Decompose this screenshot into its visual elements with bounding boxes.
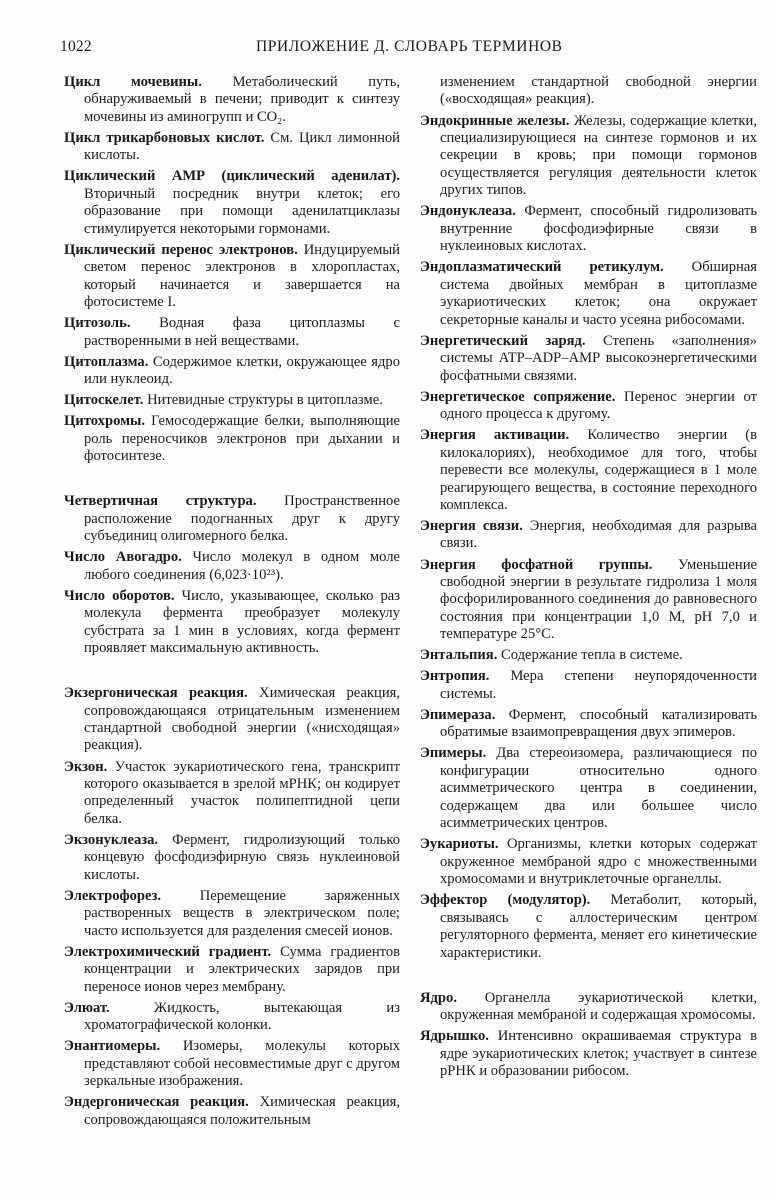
glossary-term: Эндоплазматический ретикулум.: [420, 259, 664, 276]
glossary-term: Энергетический заряд.: [420, 332, 586, 349]
glossary-definition: Мера степени неупорядоченности системы.: [440, 668, 757, 702]
glossary-definition: Число молекул в одном моле любого соединения (6,023·10²³).: [84, 549, 401, 583]
glossary-definition: Количество энергии (в килокалориях), необходимое для того, чтобы перевести все молекулы, содержащиеся в 1 моле реагирующего вещества, в состояние переходного комплекса.: [440, 427, 757, 513]
glossary-entry: [64, 1038, 400, 1090]
glossary-definition: Фермент, способный гидролизовать внутренние фосфодиэфирные связи в нуклеиновых кислотах.: [440, 203, 757, 255]
glossary-definition: Организмы, клетки которых содержат окруженное мембраной ядро с множественными хромосомами и внутриклеточные органеллы.: [440, 836, 757, 888]
glossary-entry: [420, 113, 757, 200]
glossary-term: Экзон.: [64, 758, 108, 775]
glossary-term: Ядро.: [420, 989, 457, 1006]
glossary-definition: Водная фаза цитоплазмы с растворенными в ней веществами.: [84, 315, 400, 349]
left-column: [64, 74, 400, 1133]
glossary-definition: Химическая реакция, сопровождающаяся отрицательным изменением стандартной свободной энергии («нисходящая» реакция).: [84, 685, 400, 754]
glossary-term: Эффектор (модулятор).: [420, 892, 591, 909]
glossary-definition: Вторичный посредник внутри клеток; его образование при помощи аденилатциклазы стимулируется некоторыми гормонами.: [84, 185, 400, 237]
glossary-entry: [420, 647, 757, 664]
right-column: [420, 74, 757, 1084]
glossary-definition: Индуцируемый светом перенос электронов в хлоропластах, который начинается и завершается на фотосистеме I.: [84, 241, 400, 311]
glossary-definition: Уменьшение свободной энергии в результате гидролиза 1 моля фосфорилированного соединения до равновесного состояния при концентрации 1,0 М, pH 7,0 и температуре 25°С.: [440, 556, 757, 643]
glossary-term: Энтальпия.: [420, 647, 498, 664]
glossary-entry: [420, 557, 757, 644]
glossary-entry: [420, 892, 757, 962]
glossary-entry: [420, 668, 757, 703]
glossary-definition: Содержимое клетки, окружающее ядро или нуклеоид.: [84, 353, 400, 388]
glossary-definition: Метаболический путь, обнаруживаемый в печени; приводит к синтезу мочевины из аминогрупп и CO₂.: [84, 74, 401, 125]
glossary-entry: [64, 685, 400, 755]
glossary-entry: [64, 493, 400, 545]
glossary-term: Энтропия.: [420, 668, 490, 685]
glossary-term: Экзергоническая реакция.: [64, 685, 248, 702]
glossary-entry: [420, 1028, 757, 1080]
page-header: [60, 38, 760, 60]
glossary-definition: Жидкость, вытекающая из хроматографической колонки.: [84, 999, 400, 1034]
glossary-term: Цикл мочевины.: [64, 74, 202, 90]
glossary-definition: Содержание тепла в системе.: [497, 647, 683, 664]
glossary-entry: [64, 168, 400, 238]
glossary-entry: [64, 549, 400, 584]
glossary-term: Эндергоническая реакция.: [64, 1094, 249, 1111]
glossary-entry: [420, 990, 757, 1025]
glossary-entry: [64, 130, 400, 165]
letter-section-gap: [64, 469, 400, 493]
glossary-term: Электрофорез.: [64, 887, 162, 904]
glossary-definition: Фермент, гидролизующий только концевую фосфодиэфирную связь нуклеиновой кислоты.: [84, 831, 400, 883]
glossary-term: Эпимераза.: [420, 706, 496, 723]
glossary-entry: [64, 413, 400, 465]
glossary-entry: [420, 259, 757, 329]
glossary-definition: Изомеры, молекулы которых представляют собой несовместимые друг с другом зеркальные изображения.: [84, 1038, 400, 1090]
glossary-term: Циклический перенос электронов.: [64, 241, 298, 258]
glossary-definition: Фермент, способный катализировать обратимые взаимопревращения двух эпимеров.: [440, 706, 757, 741]
glossary-term: Эндонуклеаза.: [420, 203, 516, 220]
glossary-entry: [420, 836, 757, 888]
glossary-entry: [420, 389, 757, 424]
glossary-term: Ядрышко.: [420, 1028, 489, 1045]
glossary-term: Энантиомеры.: [64, 1038, 161, 1055]
glossary-definition: Органелла эукариотической клетки, окруженная мембраной и содержащая хромосомы.: [440, 989, 757, 1024]
glossary-definition: Сумма градиентов концентрации и электрических зарядов при переносе ионов через мембрану.: [84, 943, 401, 995]
glossary-definition: Степень «заполнения» системы ATP–ADP–AMP высокоэнергетическими фосфатными связями.: [440, 332, 757, 384]
glossary-term: Цитоскелет.: [64, 392, 144, 409]
page-number: 1022: [60, 38, 92, 55]
glossary-entry: [420, 707, 757, 742]
glossary-definition: Гемосодержащие белки, выполняющие роль переносчиков электронов при дыхании и фотосинтезе.: [84, 413, 400, 465]
glossary-term: Цитоплазма.: [64, 353, 149, 370]
glossary-term: Число Авогадро.: [64, 549, 182, 566]
glossary-definition: Железы, содержащие клетки, специализирующиеся на синтезе гормонов и их секреции в кровь; при помощи гормонов осуществляется регуляция деятельности клеток других типов.: [440, 112, 757, 199]
glossary-definition: Химическая реакция, сопровождающаяся положительным: [84, 1094, 400, 1128]
letter-section-gap: [420, 966, 757, 990]
glossary-entry: [64, 759, 400, 829]
glossary-entry: [64, 888, 400, 940]
glossary-definition: Метаболит, который, связываясь с аллостерическим центром регуляторного фермента, меняет его кинетические характеристики.: [440, 892, 758, 961]
glossary-entry: [64, 1000, 400, 1035]
glossary-entry: [64, 944, 400, 996]
glossary-definition: Два стереоизомера, различающиеся по конфигурации относительно одного асимметрического центра в соединении, содержащем два или большее число асимметрических центров.: [440, 745, 757, 832]
glossary-term: Циклический АМР (циклический аденилат).: [64, 168, 400, 185]
glossary-term: Элюат.: [64, 999, 110, 1016]
glossary-entry: [420, 518, 757, 553]
glossary-term: Энергия фосфатной группы.: [420, 556, 653, 573]
glossary-term: Энергия активации.: [420, 427, 570, 444]
glossary-definition: Обширная система двойных мембран в цитоплазме эукариотических клеток; она окружает секреторные каналы и часто усеяна рибосомами.: [440, 259, 757, 328]
glossary-term: Экзонуклеаза.: [64, 831, 159, 848]
glossary-term: Цитозоль.: [64, 315, 131, 332]
glossary-definition: Нитевидные структуры в цитоплазме.: [143, 392, 383, 409]
glossary-term: Энергетическое сопряжение.: [420, 388, 616, 405]
glossary-entry: [64, 392, 400, 409]
glossary-term: Электрохимический градиент.: [64, 943, 272, 960]
glossary-term: Эукариоты.: [420, 836, 499, 853]
glossary-definition: Перемещение заряженных растворенных веществ в электрическом поле; часто используется для разделения смесей ионов.: [84, 887, 400, 939]
glossary-entry: [64, 242, 400, 312]
glossary-term: Эндокринные железы.: [420, 112, 570, 129]
glossary-term: Четвертичная структура.: [64, 493, 257, 510]
glossary-definition: Перенос энергии от одного процесса к другому.: [440, 388, 757, 423]
glossary-entry: [64, 588, 400, 658]
glossary-definition: изменением стандартной свободной энергии («восходящая» реакция).: [440, 74, 757, 108]
glossary-entry: [420, 745, 757, 832]
glossary-term: Число оборотов.: [64, 587, 175, 604]
glossary-definition: Число, указывающее, сколько раз молекула фермента преобразует молекулу субстрата за 1 мин в условиях, когда фермент проявляет максимальную активность.: [84, 587, 400, 657]
glossary-entry: [64, 354, 400, 389]
running-title: ПРИЛОЖЕНИЕ Д. СЛОВАРЬ ТЕРМИНОВ: [256, 38, 563, 55]
glossary-definition: Пространственное расположение подогнанных друг к другу субъединиц олигомерного белка.: [84, 493, 400, 545]
glossary-entry: [420, 74, 757, 109]
letter-section-gap: [64, 661, 400, 685]
glossary-term: Цитохромы.: [64, 413, 146, 430]
glossary-definition: Энергия, необходимая для разрыва связи.: [440, 518, 757, 552]
glossary-entry: [420, 203, 757, 255]
glossary-entry: [64, 1094, 400, 1129]
glossary-entry: [64, 832, 400, 884]
glossary-term: Цикл трикарбоновых кислот.: [64, 129, 265, 146]
glossary-definition: Интенсивно окрашиваемая структура в ядре эукариотических клеток; участвует в синтезе рРНК и образовании рибосом.: [440, 1028, 757, 1080]
glossary-entry: [420, 427, 757, 514]
glossary-definition: См. Цикл лимонной кислоты.: [84, 129, 400, 164]
glossary-definition: Участок эукариотического гена, транскрипт которого оказывается в зрелой мРНК; он кодирует определенный участок полипептидной цепи белка.: [84, 758, 400, 827]
glossary-entry: [420, 333, 757, 385]
glossary-entry: [64, 315, 400, 350]
glossary-term: Энергия связи.: [420, 518, 523, 535]
glossary-entry: [64, 74, 400, 126]
glossary-term: Эпимеры.: [420, 745, 487, 762]
